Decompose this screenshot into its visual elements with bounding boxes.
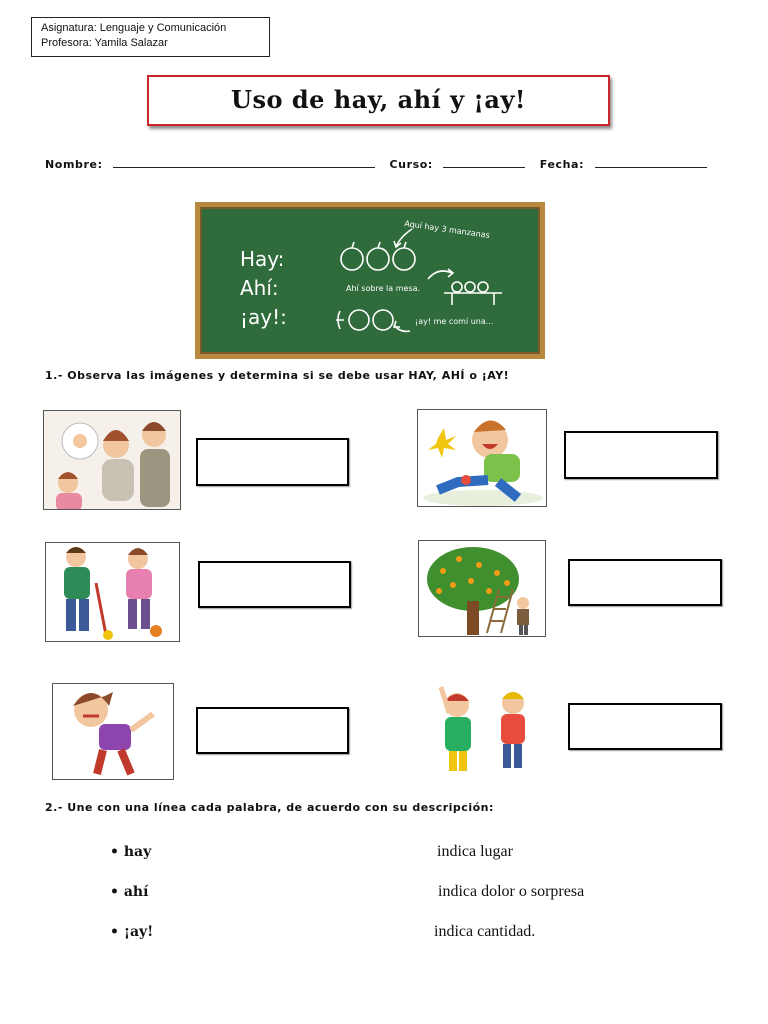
apple-icon xyxy=(373,310,393,330)
apple-icon xyxy=(341,248,363,270)
orange-tree-picture xyxy=(418,540,546,637)
teacher-line: Profesora: Yamila Salazar xyxy=(41,37,168,49)
match-desc-lugar[interactable]: indica lugar xyxy=(437,843,513,860)
match-word-ay[interactable]: • ¡ay! xyxy=(110,924,154,940)
date-blank[interactable] xyxy=(595,157,707,168)
family-picture xyxy=(43,410,181,510)
match-desc-cantidad[interactable]: indica cantidad. xyxy=(434,923,536,940)
answer-box-4[interactable] xyxy=(568,559,722,606)
apple-icon xyxy=(349,310,369,330)
question-2: 2.- Une con una línea cada palabra, de acuerdo con su descripción: xyxy=(45,801,494,814)
match-word-ahi[interactable]: • ahí xyxy=(110,884,149,900)
answer-box-1[interactable] xyxy=(196,438,349,486)
name-blank[interactable] xyxy=(113,157,375,168)
board-note-2: Ahí sobre la mesa. xyxy=(346,284,421,293)
header-box xyxy=(31,17,270,57)
match-word-hay[interactable]: • hay xyxy=(110,844,152,860)
kids-cleaning-picture xyxy=(45,542,180,642)
apple-icon xyxy=(393,248,415,270)
boys-pointing-picture xyxy=(421,683,549,778)
name-label: Nombre: xyxy=(45,158,103,171)
match-desc-dolor[interactable]: indica dolor o sorpresa xyxy=(438,883,585,900)
date-label: Fecha: xyxy=(539,158,585,171)
board-note-3: ¡ay! me comí una... xyxy=(415,317,494,326)
course-label: Curso: xyxy=(389,158,433,171)
board-word-ay: ¡ay!: xyxy=(240,305,287,329)
answer-box-2[interactable] xyxy=(564,431,718,479)
question-1: 1.- Observa las imágenes y determina si se debe usar HAY, AHÍ o ¡AY! xyxy=(45,369,510,382)
answer-box-5[interactable] xyxy=(196,707,349,754)
angry-kid-picture xyxy=(52,683,174,780)
worksheet-title: Uso de hay, ahí y ¡ay! xyxy=(147,75,610,126)
apple-icon xyxy=(367,248,389,270)
student-form-line xyxy=(45,157,717,171)
chalkboard-image xyxy=(195,202,545,359)
answer-box-6[interactable] xyxy=(568,703,722,750)
hurt-boy-picture xyxy=(417,409,547,507)
answer-box-3[interactable] xyxy=(198,561,351,608)
board-note-1: Aquí hay 3 manzanas xyxy=(403,219,491,240)
course-blank[interactable] xyxy=(443,157,525,168)
board-word-hay: Hay: xyxy=(240,247,285,271)
board-word-ahi: Ahí: xyxy=(240,276,279,300)
subject-line: Asignatura: Lenguaje y Comunicación xyxy=(41,22,227,34)
